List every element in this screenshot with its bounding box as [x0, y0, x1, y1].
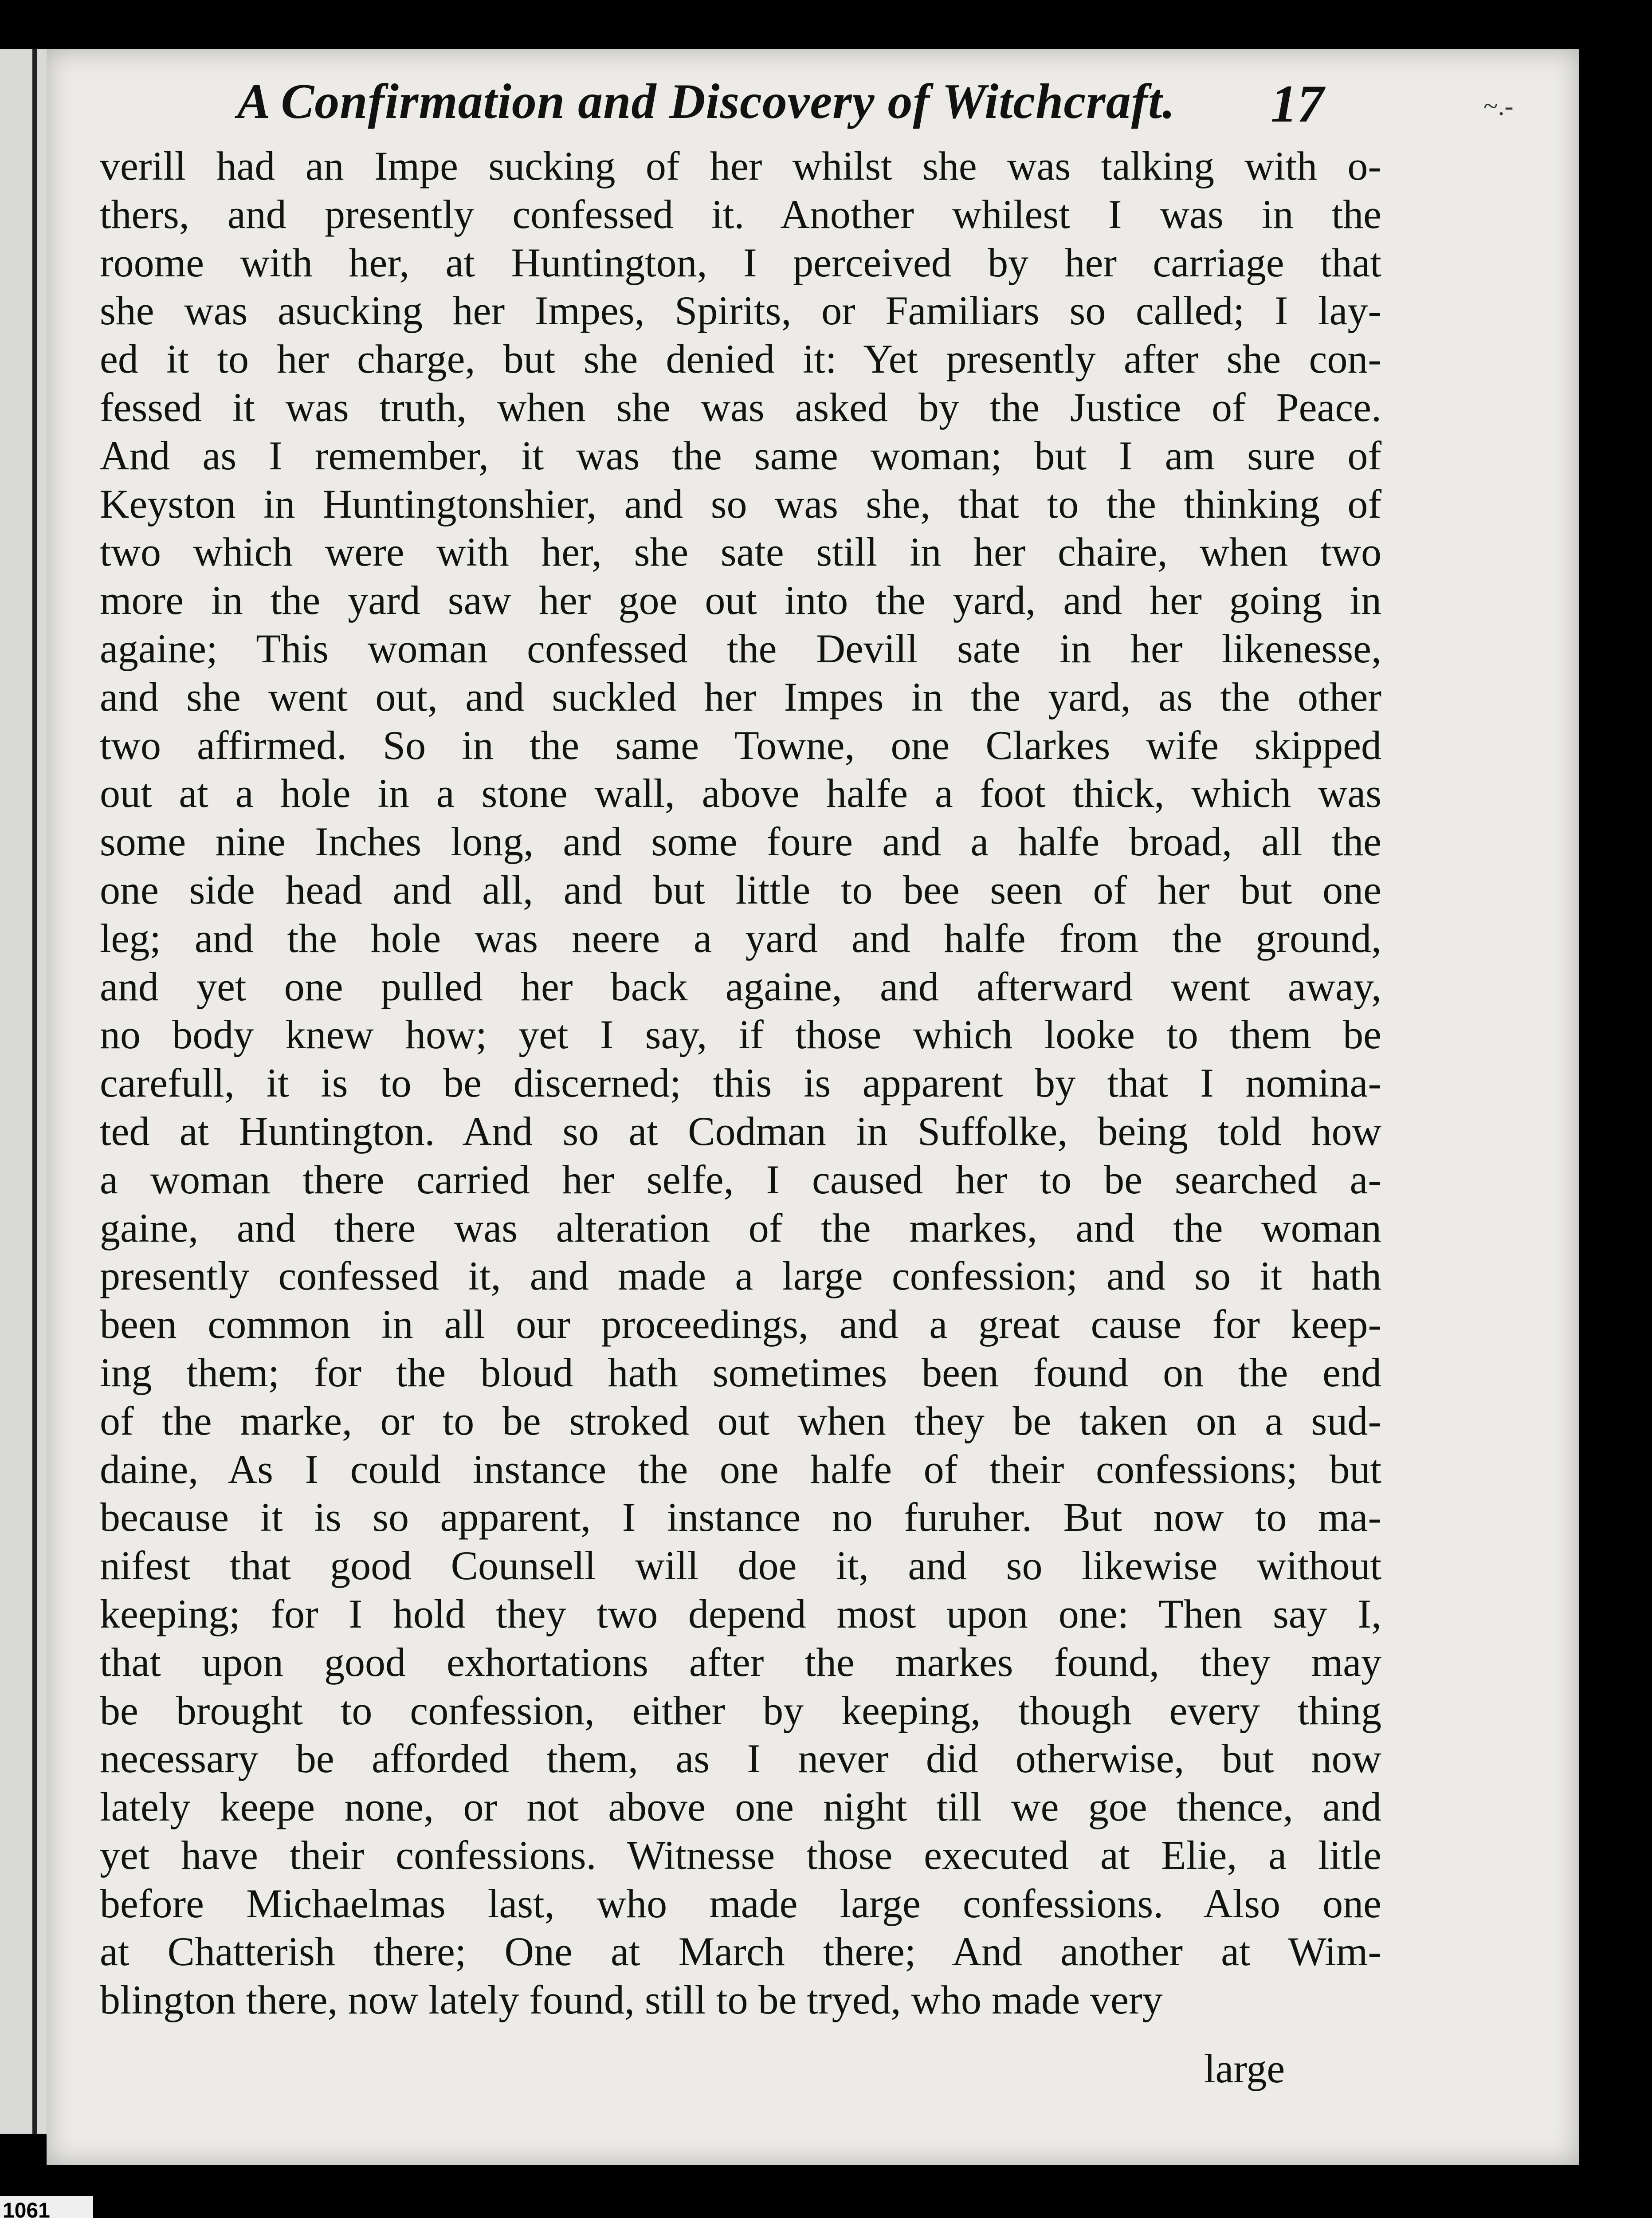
- text-line: blington there, now lately found, still to be tryed, who made very: [100, 1977, 1163, 2023]
- text-line: a woman there carried her selfe, I caused her to be searched a-: [100, 1156, 1381, 1202]
- body-text: [100, 142, 1381, 2024]
- text-line: necessary be afforded them, as I never did otherwise, but now: [100, 1736, 1381, 1781]
- text-line: presently confessed it, and made a large confession; and so it hath: [100, 1253, 1381, 1299]
- text-line: gaine, and there was alteration of the markes, and the woman: [100, 1205, 1381, 1251]
- text-line: roome with her, at Huntington, I perceived by her carriage that: [100, 240, 1381, 285]
- text-line: againe; This woman confessed the Devill sate in her likenesse,: [100, 625, 1381, 671]
- page-header: [47, 73, 1579, 144]
- scan-footer-fragment: [0, 2196, 93, 2218]
- text-line: that upon good exhortations after the markes found, they may: [100, 1639, 1381, 1685]
- text-line: daine, As I could instance the one halfe of their confessions; but: [100, 1446, 1381, 1492]
- text-line: one side head and all, and but little to bee seen of her but one: [100, 867, 1381, 912]
- text-line: of the marke, or to be stroked out when they be taken on a sud-: [100, 1398, 1381, 1443]
- text-line: ted at Huntington. And so at Codman in Suffolke, being told how: [100, 1108, 1381, 1154]
- running-title: A Confirmation and Discovery of Witchcraft.: [237, 74, 1176, 129]
- text-line: yet have their confessions. Witnesse those executed at Elie, a litle: [100, 1832, 1381, 1878]
- text-line: and yet one pulled her back againe, and afterward went away,: [100, 963, 1381, 1009]
- gutter-shadow: [32, 49, 37, 2134]
- book-page: [47, 49, 1579, 2165]
- text-line: because it is so apparent, I instance no furuher. But now to ma-: [100, 1494, 1381, 1540]
- text-line: some nine Inches long, and some foure and a halfe broad, all the: [100, 819, 1381, 865]
- page-number: 17: [1271, 74, 1324, 133]
- facing-page-edge: [0, 49, 47, 2134]
- catchword: large: [1204, 2046, 1285, 2091]
- text-line: And as I remember, it was the same woman; but I am sure of: [100, 433, 1381, 478]
- text-line: she was asucking her Impes, Spirits, or Familiars so called; I lay-: [100, 288, 1381, 334]
- text-line: lately keepe none, or not above one night till we goe thence, and: [100, 1784, 1381, 1830]
- text-line: at Chatterish there; One at March there; And another at Wim-: [100, 1929, 1381, 1974]
- text-line: been common in all our proceedings, and a great cause for keep-: [100, 1302, 1381, 1347]
- text-line: Keyston in Huntingtonshier, and so was she, that to the thinking of: [100, 481, 1381, 527]
- text-line: fessed it was truth, when she was asked by the Justice of Peace.: [100, 384, 1381, 430]
- text-line: carefull, it is to be discerned; this is apparent by that I nomina-: [100, 1060, 1381, 1106]
- footer-fragment-text: 1061: [3, 2199, 50, 2218]
- text-line: be brought to confession, either by keeping, though every thing: [100, 1687, 1381, 1733]
- text-line: before Michaelmas last, who made large confessions. Also one: [100, 1880, 1381, 1926]
- text-line: leg; and the hole was neere a yard and halfe from the ground,: [100, 915, 1381, 961]
- text-line: thers, and presently confessed it. Another whilest I was in the: [100, 191, 1381, 237]
- text-line: ed it to her charge, but she denied it: Yet presently after she con-: [100, 336, 1381, 382]
- text-line: two which were with her, she sate still in her chaire, when two: [100, 529, 1381, 575]
- text-line: ing them; for the bloud hath sometimes been found on the end: [100, 1349, 1381, 1395]
- text-line: no body knew how; yet I say, if those which looke to them be: [100, 1012, 1381, 1058]
- text-line: two affirmed. So in the same Towne, one Clarkes wife skipped: [100, 722, 1381, 768]
- text-line: more in the yard saw her goe out into the yard, and her going in: [100, 578, 1381, 623]
- text-line: and she went out, and suckled her Impes in the yard, as the other: [100, 674, 1381, 720]
- text-line: nifest that good Counsell will doe it, and so likewise without: [100, 1543, 1381, 1589]
- margin-marks: ~.-: [1483, 91, 1514, 121]
- text-line: keeping; for I hold they two depend most upon one: Then say I,: [100, 1591, 1381, 1636]
- text-line: verill had an Impe sucking of her whilst she was talking with o-: [100, 143, 1381, 189]
- text-line: out at a hole in a stone wall, above halfe a foot thick, which was: [100, 771, 1381, 816]
